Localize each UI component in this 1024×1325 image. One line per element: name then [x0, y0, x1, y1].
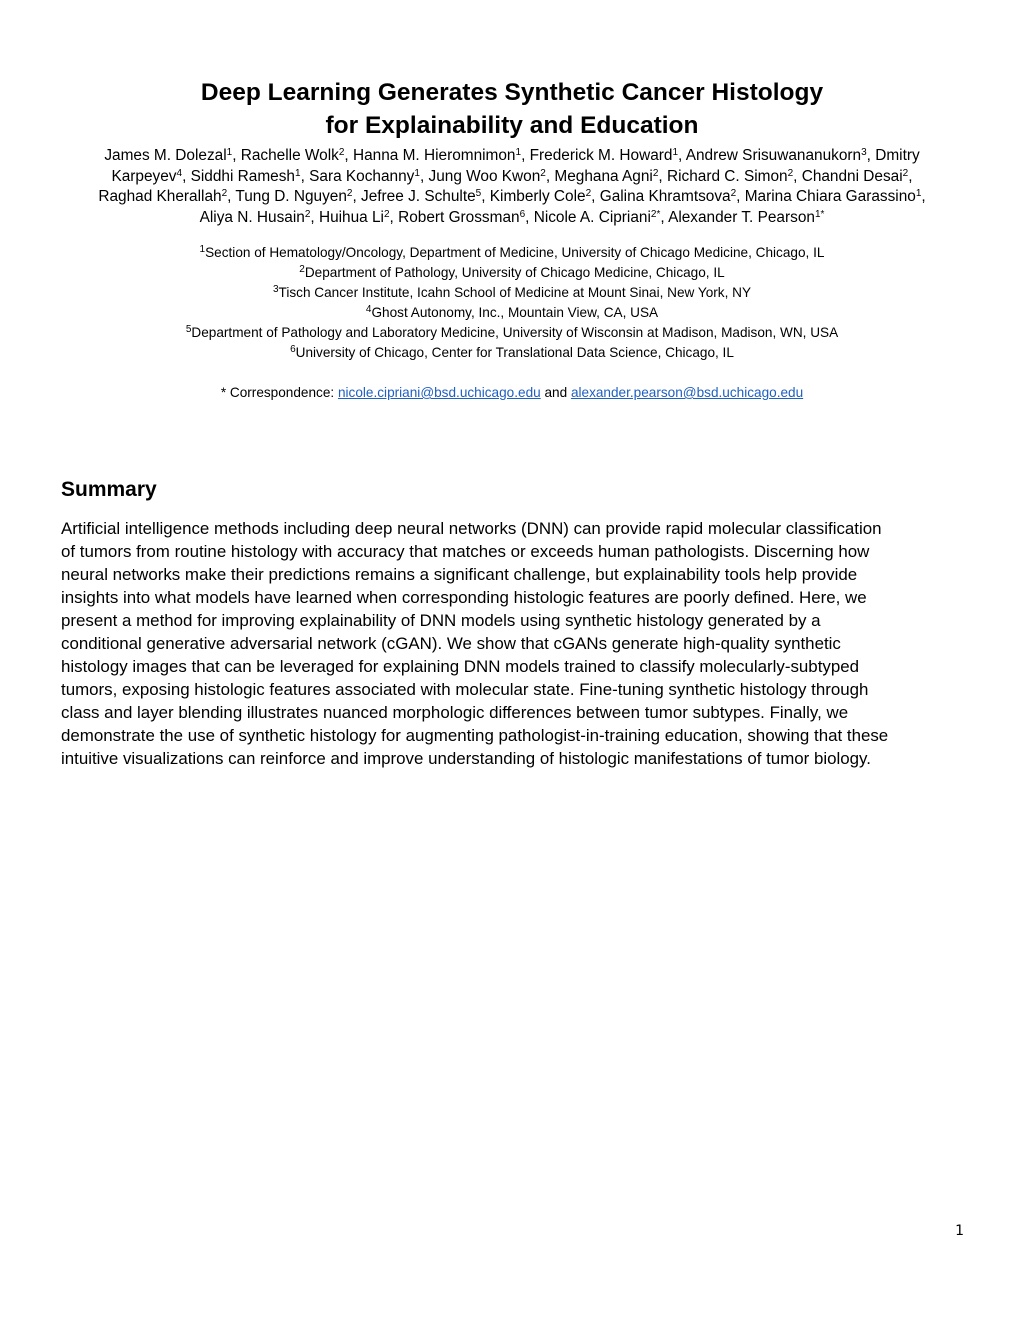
email-link-pearson[interactable]: alexander.pearson@bsd.uchicago.edu: [570, 385, 804, 400]
author-name: Tung D. Nguyen: [235, 188, 347, 206]
author-separator: ,: [344, 147, 353, 164]
affiliation-item: [0, 303, 1024, 323]
summary-line: insights into what models have learned when corresponding histologic features are poorly defined. Here, we: [61, 588, 867, 607]
author-separator: ,: [525, 208, 534, 226]
author-separator: ,: [419, 167, 429, 185]
author-name: Jefree J. Schulte: [361, 188, 476, 206]
author-affiliation-marker: 2*: [650, 208, 661, 220]
affiliation-number: 5: [185, 324, 192, 335]
author-name: James M. Dolezal: [104, 147, 227, 164]
title-line-2: for Explainability and Education: [325, 112, 699, 140]
author-affiliation-marker: 4: [176, 167, 183, 179]
author-line: [40, 187, 984, 208]
summary-line: tumors, exposing histologic features associated with molecular state. Fine-tuning synthetic histology through: [61, 680, 869, 699]
author-name: Huihua Li: [318, 208, 384, 226]
affiliation-text: Ghost Autonomy, Inc., Mountain View, CA, USA: [371, 305, 659, 320]
author-line: [40, 167, 984, 188]
summary-line: intuitive visualizations can reinforce and improve understanding of histologic manifestations of tumor biology.: [61, 749, 871, 768]
author-affiliation-marker: 2: [338, 147, 345, 158]
author-affiliation-marker: 1: [515, 147, 522, 158]
affiliation-list: [0, 243, 1024, 363]
author-line: [40, 208, 984, 229]
author-affiliation-marker: 2: [540, 167, 546, 179]
author-affiliation-marker: 1: [414, 167, 420, 179]
correspondence-prefix: * Correspondence:: [220, 385, 338, 400]
author-separator: , Dmitry: [866, 147, 920, 164]
summary-line: neural networks make their predictions remains a significant challenge, but explainability tools help provide: [61, 565, 858, 584]
author-separator: ,: [481, 188, 490, 206]
author-affiliation-marker: 2: [787, 167, 794, 179]
author-separator: ,: [545, 167, 555, 185]
affiliation-item: [0, 323, 1024, 343]
summary-paragraph: [61, 517, 966, 770]
author-separator: ,: [658, 167, 667, 185]
author-affiliation-marker: 2: [304, 208, 311, 220]
affiliation-item: [0, 283, 1024, 303]
author-name: Frederick M. Howard: [529, 147, 673, 164]
affiliation-number: 3: [272, 284, 279, 295]
author-separator: ,: [908, 167, 913, 185]
affiliation-item: [0, 243, 1024, 263]
affiliation-item: [0, 343, 1024, 363]
author-separator: ,: [389, 208, 399, 226]
author-separator: ,: [678, 147, 686, 164]
correspondence: [0, 383, 1024, 403]
affiliation-item: [0, 263, 1024, 283]
author-name: Raghad Kherallah: [98, 188, 222, 206]
author-name: Nicole A. Cipriani: [533, 208, 651, 226]
author-separator: ,: [736, 188, 745, 206]
affiliation-text: Department of Pathology, University of Chicago Medicine, Chicago, IL: [304, 265, 725, 280]
author-name: Andrew Srisuwananukorn: [685, 147, 862, 164]
author-affiliation-marker: 1: [226, 147, 233, 158]
author-separator: ,: [310, 208, 319, 226]
author-affiliation-marker: 3: [861, 147, 867, 158]
affiliation-number: 2: [299, 264, 305, 275]
affiliation-number: 1: [199, 244, 206, 255]
author-affiliation-marker: 5: [475, 188, 482, 200]
summary-line: demonstrate the use of synthetic histology for augmenting pathologist-in-training education, showing that these: [61, 726, 889, 745]
author-separator: ,: [921, 188, 926, 206]
author-separator: ,: [182, 167, 191, 185]
author-affiliation-marker: 2: [585, 188, 592, 200]
author-separator: ,: [232, 147, 241, 164]
author-separator: ,: [591, 188, 600, 206]
author-separator: ,: [521, 147, 530, 164]
author-separator: ,: [793, 167, 802, 185]
author-name: Karpeyev: [111, 167, 177, 185]
affiliation-text: University of Chicago, Center for Translational Data Science, Chicago, IL: [295, 345, 734, 360]
author-name: Meghana Agni: [554, 167, 653, 185]
summary-line: of tumors from routine histology with accuracy that matches or exceeds human pathologists. Discerning how: [61, 542, 870, 561]
author-name: Marina Chiara Garassino: [744, 188, 916, 206]
author-affiliation-marker: 2: [730, 188, 737, 200]
author-affiliation-marker: 1: [672, 147, 679, 158]
correspondence-joiner: and: [540, 385, 571, 400]
affiliation-text: Tisch Cancer Institute, Icahn School of Medicine at Mount Sinai, New York, NY: [278, 285, 752, 300]
author-affiliation-marker: 1: [295, 167, 301, 179]
title-line-1: Deep Learning Generates Synthetic Cancer Histology: [200, 79, 824, 107]
author-separator: ,: [300, 167, 310, 185]
author-name: Jung Woo Kwon: [428, 167, 541, 185]
author-affiliation-marker: 1: [915, 188, 922, 200]
page-number: 1: [955, 1223, 964, 1239]
author-name: Kimberly Cole: [489, 188, 586, 206]
author-name: Hanna M. Hieromnimon: [352, 147, 516, 164]
author-name: Sara Kochanny: [309, 167, 415, 185]
affiliation-number: 4: [365, 304, 372, 315]
affiliation-number: 6: [290, 344, 296, 355]
email-link-cipriani[interactable]: nicole.cipriani@bsd.uchicago.edu: [337, 385, 541, 400]
summary-line: histology images that can be leveraged for explaining DNN models trained to classify molecularly-subtyped: [61, 657, 860, 676]
summary-heading: Summary: [61, 478, 157, 501]
author-affiliation-marker: 2: [902, 167, 909, 179]
author-name: Chandni Desai: [801, 167, 903, 185]
summary-line: present a method for improving explainability of DNN models using synthetic histology generated by a: [61, 611, 821, 630]
author-separator: ,: [227, 188, 236, 206]
author-list: [40, 146, 984, 228]
author-affiliation-marker: 2: [346, 188, 353, 200]
summary-line: Artificial intelligence methods including deep neural networks (DNN) can provide rapid molecular classification: [61, 519, 882, 538]
summary-line: conditional generative adversarial network (cGAN). We show that cGANs generate high-quality synthetic: [61, 634, 841, 653]
author-affiliation-marker: 2: [383, 208, 390, 220]
author-affiliation-marker: 2: [652, 167, 659, 179]
summary-line: class and layer blending illustrates nuanced morphologic differences between tumor subtypes. Finally, we: [61, 703, 849, 722]
author-name: Richard C. Simon: [666, 167, 788, 185]
author-name: Alexander T. Pearson: [668, 208, 815, 226]
author-name: Galina Khramtsova: [599, 188, 731, 206]
author-line: [40, 146, 984, 167]
author-separator: ,: [352, 188, 362, 206]
author-affiliation-marker: 6: [519, 208, 526, 220]
paper-title: [0, 76, 1024, 142]
author-affiliation-marker: 1*: [814, 208, 825, 220]
author-name: Rachelle Wolk: [240, 147, 339, 164]
affiliation-text: Section of Hematology/Oncology, Department of Medicine, University of Chicago Medicine, Chicago, IL: [205, 245, 825, 260]
author-separator: ,: [660, 208, 669, 226]
author-name: Robert Grossman: [398, 208, 520, 226]
affiliation-text: Department of Pathology and Laboratory Medicine, University of Wisconsin at Madison, Madison, WN, USA: [191, 325, 839, 340]
author-affiliation-marker: 2: [221, 188, 228, 200]
author-name: Siddhi Ramesh: [190, 167, 295, 185]
author-name: Aliya N. Husain: [199, 208, 305, 226]
